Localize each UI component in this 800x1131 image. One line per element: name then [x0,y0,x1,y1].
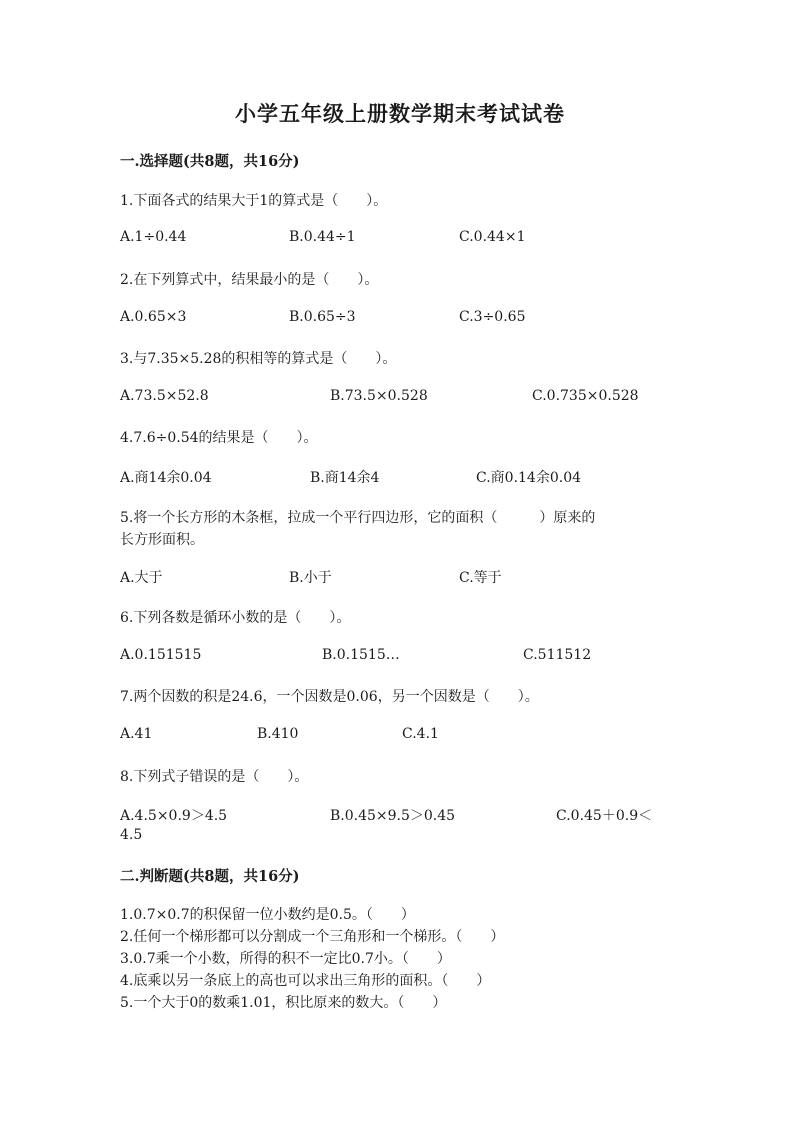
q3-option-c: C.0.735×0.528 [532,388,639,404]
question-2: 2.在下列算式中，结果最小的是（ ）。 [120,272,379,288]
judgment-item-1: 1.0.7×0.7的积保留一位小数约是0.5。（ ） [120,907,415,923]
q4-option-b: B.商14余4 [310,470,380,486]
q1-option-a: A.1÷0.44 [120,229,187,245]
question-7: 7.两个因数的积是24.6，一个因数是0.06，另一个因数是（ ）。 [120,689,539,705]
judgment-item-2: 2.任何一个梯形都可以分割成一个三角形和一个梯形。（ ） [120,929,505,945]
judgment-item-5: 5.一个大于0的数乘1.01，积比原来的数大。（ ） [120,995,447,1011]
question-6: 6.下列各数是循环小数的是（ ）。 [120,610,351,626]
q4-option-c: C.商0.14余0.04 [476,470,582,486]
q7-option-a: A.41 [120,726,153,742]
question-8: 8.下列式子错误的是（ ）。 [120,769,309,785]
q4-option-a: A.商14余0.04 [120,470,212,486]
q8-option-a: A.4.5×0.9＞4.5 [120,808,228,824]
section-heading-judgment: 二.判断题(共8题，共16分) [120,868,300,885]
q2-option-a: A.0.65×3 [120,309,187,325]
q5-option-b: B.小于 [289,570,332,586]
q2-option-b: B.0.65÷3 [289,309,356,325]
q7-option-b: B.410 [257,726,299,742]
q8-option-c: C.0.45＋0.9＜ [556,808,653,824]
judgment-item-4: 4.底乘以另一条底上的高也可以求出三角形的面积。（ ） [120,973,491,989]
q6-option-a: A.0.151515 [120,647,202,663]
q8-option-c-wrap: 4.5 [120,827,143,843]
q6-option-b: B.0.1515… [322,647,400,663]
question-1: 1.下面各式的结果大于1的算式是（ ）。 [120,193,388,209]
section-heading-choice: 一.选择题(共8题，共16分) [120,153,300,170]
exam-title: 小学五年级上册数学期末考试试卷 [235,101,565,126]
q8-option-b: B.0.45×9.5＞0.45 [330,808,456,824]
q3-option-a: A.73.5×52.8 [120,388,209,404]
q1-option-c: C.0.44×1 [459,229,526,245]
question-3: 3.与7.35×5.28的积相等的算式是（ ）。 [120,351,397,367]
q7-option-c: C.4.1 [402,726,439,742]
judgment-item-3: 3.0.7乘一个小数，所得的积不一定比0.7小。（ ） [120,951,451,967]
q6-option-c: C.511512 [523,647,592,663]
q1-option-b: B.0.44÷1 [289,229,356,245]
question-5-line-2: 长方形面积。 [120,532,204,548]
q5-option-a: A.大于 [120,570,163,586]
question-4: 4.7.6÷0.54的结果是（ ）。 [120,430,318,446]
q3-option-b: B.73.5×0.528 [330,388,428,404]
q5-option-c: C.等于 [459,570,502,586]
question-5-line-1: 5.将一个长方形的木条框，拉成一个平行四边形，它的面积（ ）原来的 [120,510,596,526]
q2-option-c: C.3÷0.65 [459,309,526,325]
